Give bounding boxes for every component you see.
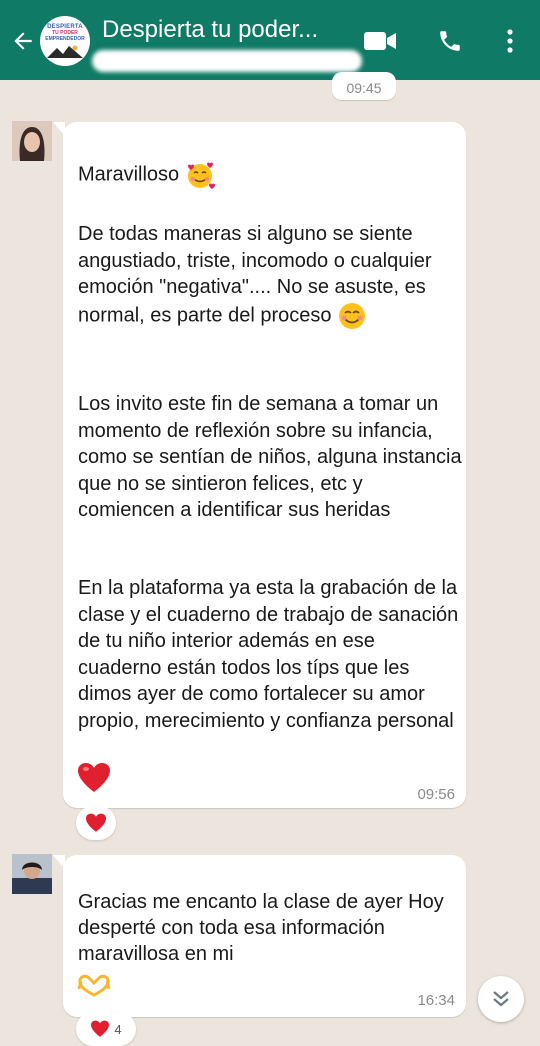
mountain-icon bbox=[47, 44, 83, 58]
heart-reaction-icon bbox=[90, 1020, 110, 1038]
message-time: 09:56 bbox=[417, 786, 455, 803]
redacted-subtitle bbox=[92, 50, 362, 72]
group-avatar[interactable] bbox=[40, 16, 90, 66]
heart-reaction-icon bbox=[85, 813, 107, 833]
heart-hands-icon bbox=[78, 975, 110, 997]
more-options-icon[interactable] bbox=[494, 26, 526, 56]
message-paragraph-1 bbox=[78, 221, 463, 331]
chat-title[interactable]: Despierta tu poder... bbox=[102, 16, 319, 43]
double-chevron-down-icon bbox=[490, 988, 512, 1010]
date-time-chip: 09:45 bbox=[332, 72, 396, 100]
message-paragraph-3: En la plataforma ya esta la grabación de la clase y el cuaderno de trabajo de sanación de tu niño interior además en ese cuaderno están todos los típs que les dimos ayer de como fortalecer su amor propio, merecimiento y confianza personal bbox=[78, 577, 459, 732]
reaction-pill[interactable] bbox=[76, 1012, 136, 1046]
message-greeting bbox=[78, 160, 463, 190]
message-bubble[interactable] bbox=[63, 855, 466, 1017]
phone-call-icon[interactable] bbox=[434, 26, 466, 56]
message-time: 16:34 bbox=[417, 992, 455, 1009]
avatar-text-line3: EMPRENDEDOR bbox=[45, 36, 85, 42]
avatar-text-line2: TU PODER bbox=[52, 30, 78, 36]
scroll-to-bottom-button[interactable] bbox=[478, 976, 524, 1022]
message-text: Gracias me encanto la clase de ayer Hoy desperté con toda esa información maravillosa en mi bbox=[78, 891, 444, 965]
red-heart-icon bbox=[77, 762, 111, 794]
greeting-text: Maravilloso bbox=[78, 163, 180, 186]
reaction-pill[interactable] bbox=[76, 806, 116, 840]
sender-avatar[interactable] bbox=[12, 121, 52, 161]
video-call-icon[interactable] bbox=[364, 26, 396, 56]
reaction-count: 4 bbox=[114, 1021, 122, 1037]
sender-avatar[interactable] bbox=[12, 854, 52, 894]
smiling-face-icon bbox=[337, 301, 367, 331]
back-arrow-icon[interactable] bbox=[8, 26, 38, 56]
message-paragraph-2: Los invito este fin de semana a tomar un momento de reflexión sobre su infancia, como se sentían de niños, alguna instancia que no se sintieron felices, etc y comiencen a identificar sus heridas bbox=[78, 393, 462, 521]
chat-header bbox=[0, 0, 540, 80]
smiling-face-with-hearts-icon bbox=[185, 160, 215, 190]
avatar-text-line1: DESPIERTA bbox=[47, 24, 83, 30]
message-bubble[interactable] bbox=[63, 122, 466, 808]
paragraph-1-text: De todas maneras si alguno se siente angustiado, triste, incomodo o cualquier emoción "negativa".... No se asuste, es normal, es parte del proceso bbox=[78, 223, 432, 326]
